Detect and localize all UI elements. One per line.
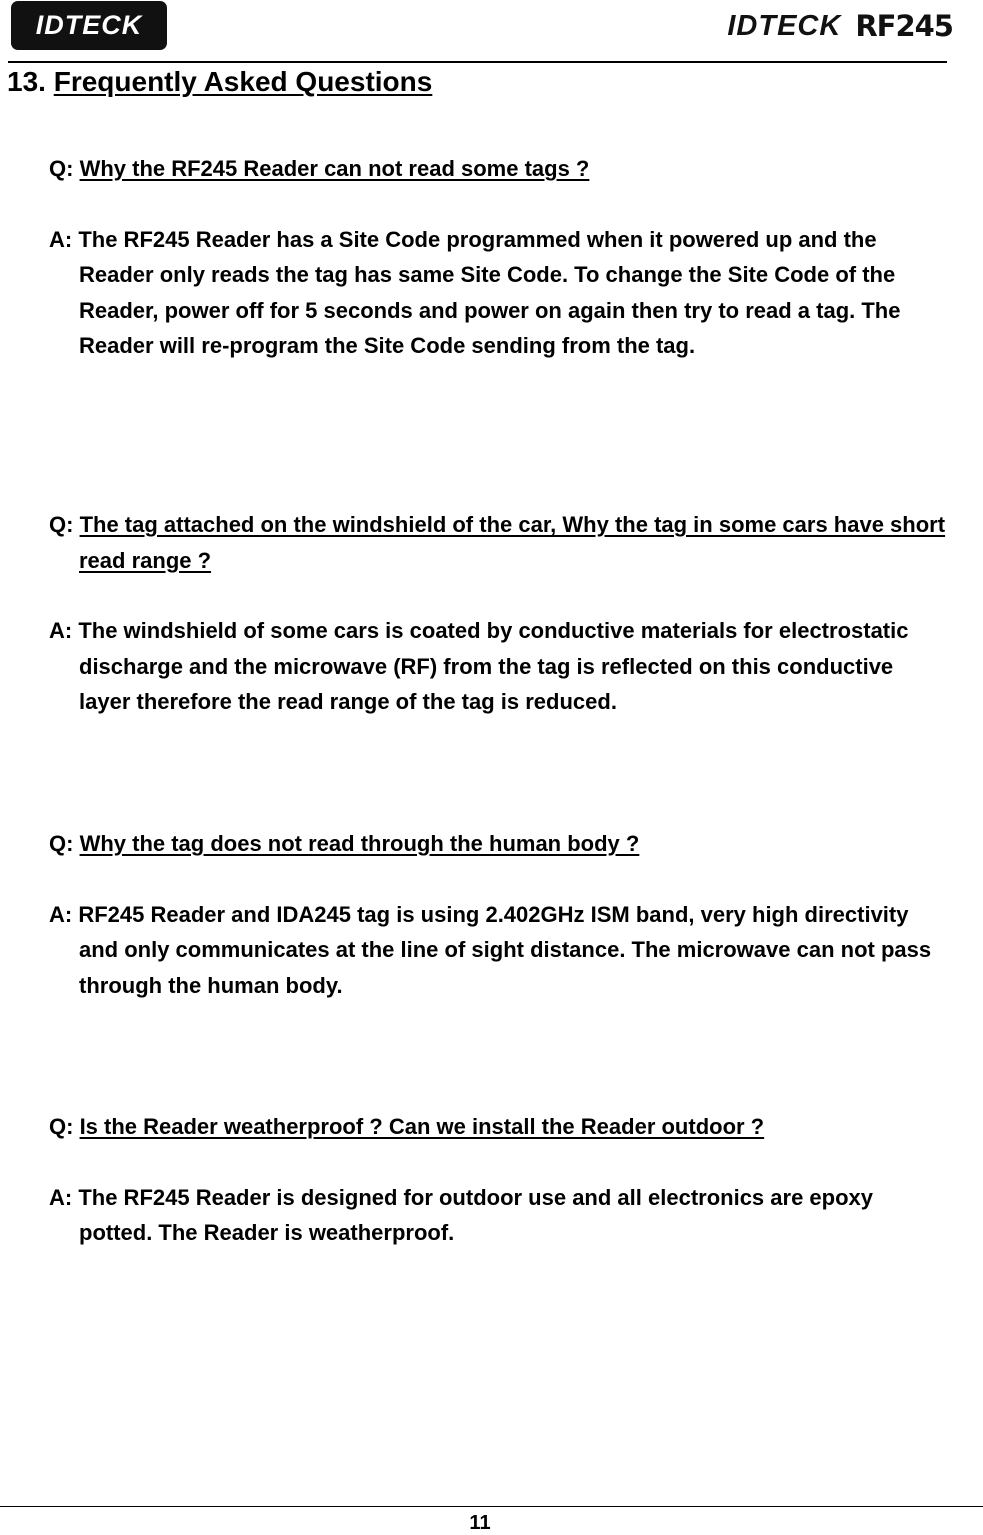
faq-question bbox=[49, 1109, 949, 1145]
faq-answer bbox=[49, 613, 949, 720]
faq-item-4 bbox=[49, 1109, 949, 1251]
logo-right-model: RF245 bbox=[855, 9, 953, 43]
faq-answer bbox=[49, 222, 949, 364]
answer-text: The windshield of some cars is coated by conductive materials for electrostatic discharge and the microwave (RF) from the tag is reflected on this conductive layer therefore the read range of the tag is reduced. bbox=[78, 618, 909, 714]
question-text: Why the tag does not read through the human body ? bbox=[79, 831, 640, 856]
footer-divider bbox=[0, 1506, 983, 1507]
faq-question bbox=[49, 826, 949, 862]
idteck-rf245-logo-right bbox=[727, 10, 953, 42]
question-prefix: Q: bbox=[49, 512, 80, 537]
question-text: Why the RF245 Reader can not read some tags ? bbox=[79, 156, 590, 181]
section-title bbox=[7, 63, 432, 101]
faq-item-1 bbox=[49, 151, 949, 364]
answer-prefix: A: bbox=[49, 1184, 79, 1210]
question-prefix: Q: bbox=[49, 156, 80, 181]
answer-prefix: A: bbox=[49, 618, 79, 643]
question-text: Is the Reader weatherproof ? Can we install the Reader outdoor ? bbox=[79, 1114, 765, 1139]
page-number: 11 bbox=[469, 1512, 491, 1534]
faq-answer bbox=[49, 1180, 949, 1251]
section-title-text: Frequently Asked Questions bbox=[53, 66, 433, 97]
faq-item-3 bbox=[49, 826, 949, 1003]
answer-text: The RF245 Reader has a Site Code programmed when it powered up and the Reader only reads the tag has same Site Code. To change the Site Code of the Reader, power off for 5 seconds and power on again then try to read a tag. The Reader will re-program the Site Code sending from the tag. bbox=[78, 226, 901, 358]
idteck-logo-left bbox=[11, 1, 167, 50]
logo-right-brand: IDTECK bbox=[727, 9, 842, 42]
logo-left-text: IDTECK bbox=[35, 10, 143, 40]
answer-text: RF245 Reader and IDA245 tag is using 2.402GHz ISM band, very high directivity and only communicates at the line of sight distance. The microwave can not pass through the human body. bbox=[78, 901, 932, 998]
faq-question bbox=[49, 507, 949, 578]
question-text: The tag attached on the windshield of the car, Why the tag in some cars have short read range ? bbox=[79, 512, 946, 573]
section-number: 13. bbox=[7, 66, 46, 97]
question-prefix: Q: bbox=[49, 1114, 80, 1139]
faq-question bbox=[49, 151, 949, 187]
faq-item-2 bbox=[49, 507, 949, 720]
answer-prefix: A: bbox=[49, 226, 79, 252]
faq-answer bbox=[49, 897, 949, 1004]
question-prefix: Q: bbox=[49, 831, 80, 856]
answer-text: The RF245 Reader is designed for outdoor use and all electronics are epoxy potted. The Reader is weatherproof. bbox=[78, 1184, 874, 1245]
answer-prefix: A: bbox=[49, 901, 79, 927]
